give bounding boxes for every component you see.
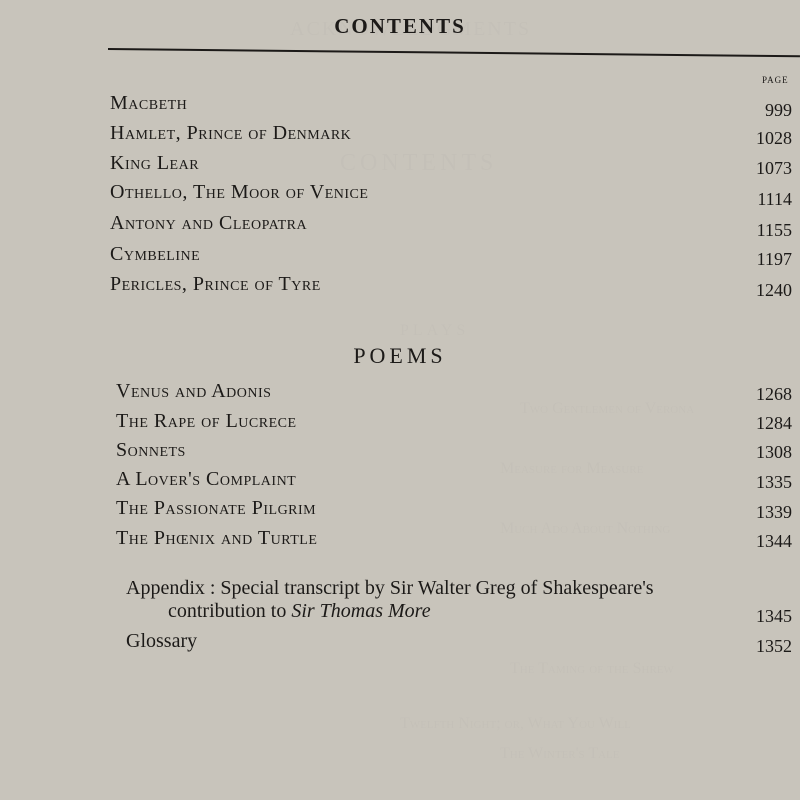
- toc-page-number: 1114: [757, 189, 792, 209]
- toc-entry[interactable]: Hamlet, Prince of Denmark: [110, 122, 352, 144]
- section-heading-poems: POEMS: [353, 343, 447, 368]
- toc-entry[interactable]: Venus and Adonis: [116, 380, 272, 402]
- toc-page-number: 1155: [756, 220, 792, 240]
- toc-entry[interactable]: Othello, The Moor of Venice: [110, 181, 369, 203]
- page-title: CONTENTS: [334, 14, 466, 38]
- toc-page-number: 1197: [756, 249, 792, 269]
- toc-glossary[interactable]: Glossary: [126, 630, 198, 652]
- toc-page-number: 1335: [756, 472, 792, 492]
- toc-page-number: 1308: [756, 442, 792, 462]
- toc-entry[interactable]: A Lover's Complaint: [116, 468, 297, 490]
- toc-page-number: 1240: [756, 280, 792, 300]
- toc-page-number: 1028: [756, 128, 792, 148]
- toc-entry[interactable]: King Lear: [110, 152, 200, 174]
- toc-entry[interactable]: Pericles, Prince of Tyre: [110, 273, 321, 295]
- toc-page-number: 1352: [756, 636, 792, 656]
- toc-page-number: 1268: [756, 384, 792, 404]
- toc-appendix-line2[interactable]: [168, 600, 431, 623]
- page-column-label: PAGE: [762, 75, 789, 85]
- toc-page-number: 1344: [756, 531, 792, 551]
- toc-entry[interactable]: The Phœnix and Turtle: [116, 527, 318, 549]
- appendix-prefix: contribution to: [168, 600, 292, 622]
- title-rule: [108, 48, 800, 57]
- toc-entry[interactable]: Sonnets: [116, 439, 186, 461]
- toc-entry[interactable]: Cymbeline: [110, 243, 201, 265]
- toc-entry[interactable]: The Rape of Lucrece: [116, 410, 297, 432]
- toc-page-number: 1339: [756, 502, 792, 522]
- toc-entry[interactable]: Macbeth: [110, 92, 188, 114]
- toc-page-number: 1345: [756, 606, 792, 626]
- toc-entry[interactable]: Antony and Cleopatra: [110, 212, 308, 234]
- toc-page-number: 999: [765, 100, 792, 120]
- toc-page-number: 1284: [756, 413, 792, 433]
- toc-entry[interactable]: The Passionate Pilgrim: [116, 497, 317, 519]
- toc-appendix-line1[interactable]: Appendix : Special transcript by Sir Walter Greg of Shakespeare's: [126, 577, 654, 599]
- toc-page-number: 1073: [756, 158, 792, 178]
- appendix-italic-title: Sir Thomas More: [291, 600, 431, 622]
